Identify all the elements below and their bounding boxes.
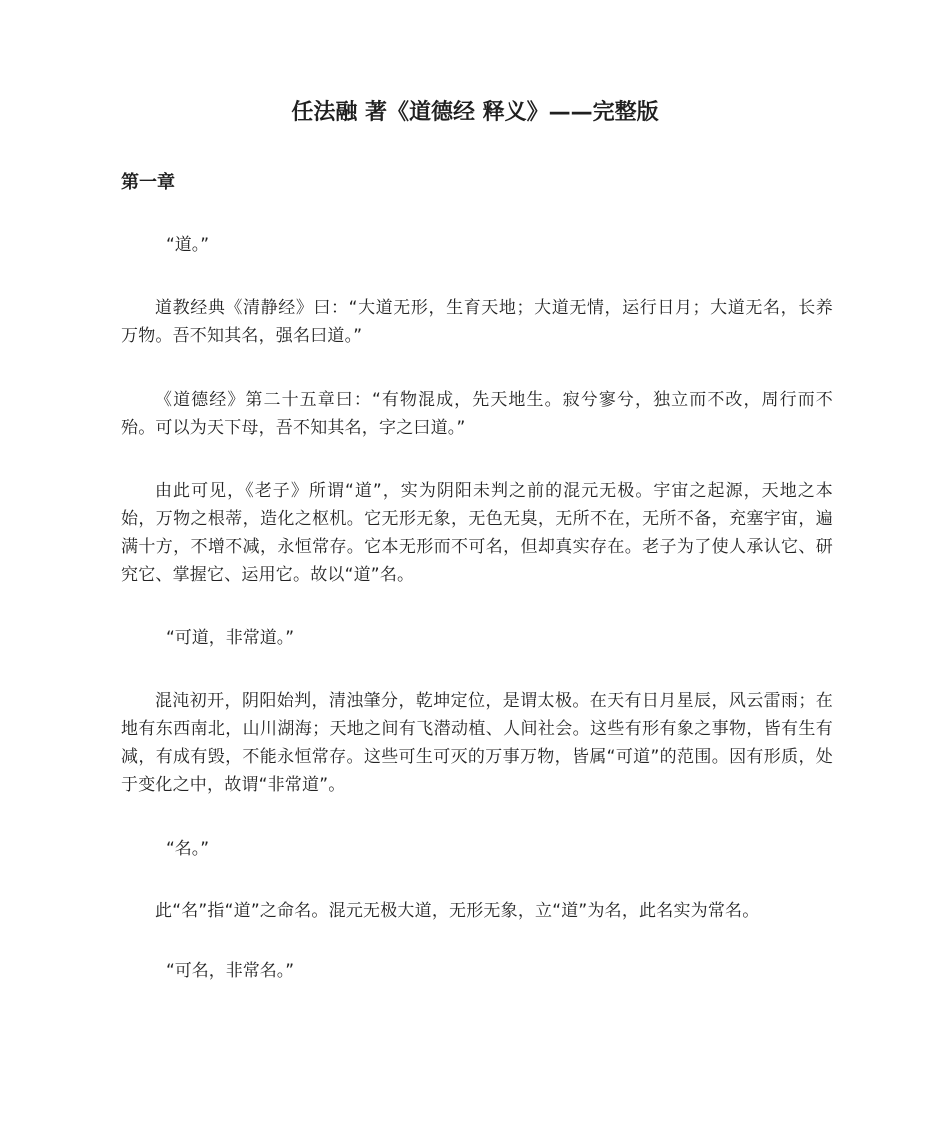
paragraph: 《道德经》第二十五章曰：“有物混成，先天地生。寂兮寥兮，独立而不改，周行而不殆。可以为天下母，吾不知其名，字之曰道。” xyxy=(121,390,833,438)
chapter-heading: 第一章 xyxy=(121,172,175,193)
quote-line: “道。” xyxy=(166,235,210,255)
paragraph: 混沌初开，阴阳始判，清浊肇分，乾坤定位，是谓太极。在天有日月星辰，风云雷雨；在地有东西南北，山川湖海；天地之间有飞潜动植、人间社会。这些有形有象之事物，皆有生有减，有成有毁，不能永恒常存。这些可生可灭的万事万物，皆属“可道”的范围。因有形质，处于变化之中，故谓“非常道”。 xyxy=(121,691,833,795)
quote-line: “可名，非常名。” xyxy=(166,961,295,981)
paragraph: 道教经典《清静经》曰：“大道无形，生育天地；大道无情，运行日月；大道无名，长养万物。吾不知其名，强名曰道。” xyxy=(121,298,833,346)
quote-line: “名。” xyxy=(166,839,210,859)
paragraph: 此“名”指“道”之命名。混元无极大道，无形无象，立“道”为名，此名实为常名。 xyxy=(155,901,760,921)
quote-line: “可道，非常道。” xyxy=(166,628,295,648)
document-title: 任法融 著《道德经 释义》——完整版 xyxy=(291,100,659,125)
paragraph: 由此可见，《老子》所谓“道”，实为阴阳未判之前的混元无极。宇宙之起源，天地之本始，万物之根蒂，造化之枢机。它无形无象，无色无臭，无所不在，无所不备，充塞宇宙，遍满十方，不增不减，永恒常存。它本无形而不可名，但却真实存在。老子为了使人承认它、研究它、掌握它、运用它。故以“道”名。 xyxy=(121,481,833,585)
